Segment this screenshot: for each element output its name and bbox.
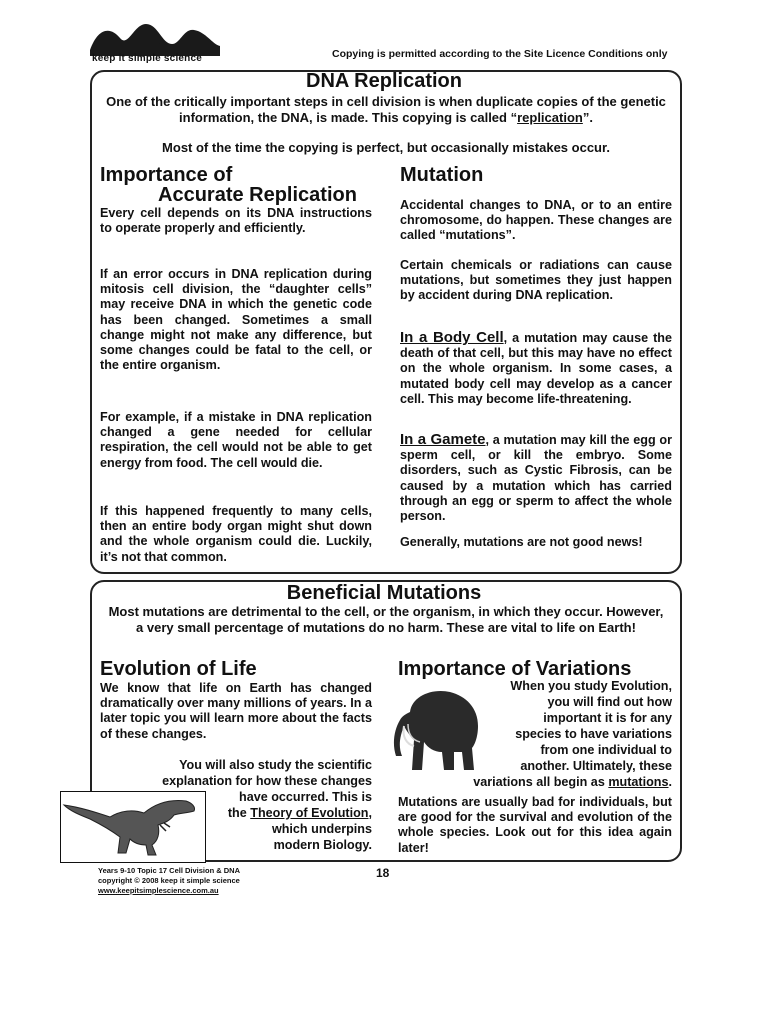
footer-topic: Years 9-10 Topic 17 Cell Division & DNA: [98, 866, 240, 875]
importance-heading-1: Importance of: [100, 164, 233, 186]
importance-paragraph-3: For example, if a mistake in DNA replication changed a gene needed for cellular respiration, the cell would not be able to get energy from food. The cell would die.: [100, 410, 372, 470]
gamete-label: In a Gamete: [400, 431, 486, 448]
footer: [98, 866, 240, 896]
variations-heading: Importance of Variations: [398, 658, 632, 680]
variations-line-1: When you study Evolution,: [510, 679, 672, 693]
evolution-line-5: which underpins: [271, 822, 372, 836]
body-cell-label: In a Body Cell: [400, 329, 504, 346]
beneficial-intro: Most mutations are detrimental to the cell, or the organism, in which they occur. However, a very small percentage of mutations do no harm. These are vital to life on Earth!: [108, 604, 664, 635]
variations-paragraph-2: Mutations are usually bad for individuals, but are good for the survival and evolution of the whole species. Look out for this idea again later!: [398, 795, 672, 855]
dinosaur-image: [60, 791, 206, 863]
replication-intro: One of the critically important steps in cell division is when duplicate copies of the genetic information, the DNA, is made. This copying is called “replication”.: [106, 94, 666, 125]
evolution-line-3: have occurred. This is: [239, 790, 372, 804]
importance-paragraph-2: If an error occurs in DNA replication during mitosis cell division, the “daughter cells” may receive DNA in which the genetic code has been changed. Sometimes a small change might not make any difference, but some changes could be fatal to the cell, or the entire organism.: [100, 267, 372, 373]
beneficial-title: Beneficial Mutations: [286, 582, 482, 604]
replication-note: Most of the time the copying is perfect, but occasionally mistakes occur.: [162, 140, 610, 155]
evolution-line-4: the Theory of Evolution,: [227, 806, 372, 820]
footer-copyright: copyright © 2008 keep it simple science: [98, 876, 240, 885]
variations-line-7: variations all begin as mutations.: [473, 775, 672, 789]
mammoth-image: [392, 686, 484, 774]
importance-paragraph-1: Every cell depends on its DNA instructions to operate properly and efficiently.: [100, 206, 372, 236]
mutation-paragraph-5: Generally, mutations are not good news!: [400, 535, 643, 549]
logo-text: keep it simple science: [92, 53, 203, 64]
page-title: DNA Replication: [306, 70, 462, 92]
evolution-line-1: You will also study the scientific: [179, 758, 372, 772]
mutation-paragraph-2: Certain chemicals or radiations can cause mutations, but sometimes they just happen by accident during DNA replication.: [400, 258, 672, 303]
variations-line-2: you will find out how: [547, 695, 672, 709]
importance-heading-2: Accurate Replication: [158, 184, 357, 206]
evolution-line-2: explanation for how these changes: [162, 774, 372, 788]
mutation-paragraph-1: Accidental changes to DNA, or to an entire chromosome, do happen. These changes are called “mutations”.: [400, 198, 672, 243]
evolution-paragraph-1: We know that life on Earth has changed dramatically over many millions of years. In a later topic you will learn more about the facts of these changes.: [100, 681, 372, 741]
mutation-heading: Mutation: [400, 164, 484, 186]
copyright-note: Copying is permitted according to the Site Licence Conditions only: [332, 48, 668, 60]
importance-paragraph-4: If this happened frequently to many cells, then an entire body organ might shut down and the whole organism could die. Luckily, it’s not that common.: [100, 504, 372, 564]
logo-wave-icon: [88, 20, 223, 56]
evolution-heading: Evolution of Life: [100, 658, 257, 680]
evolution-line-6: modern Biology.: [273, 838, 372, 852]
footer-website-link[interactable]: www.keepitsimplescience.com.au: [98, 886, 219, 895]
variations-line-4: species to have variations: [515, 727, 672, 741]
variations-line-5: from one individual to: [540, 743, 672, 757]
mutation-body-cell: In a Body Cell, a mutation may cause the death of that cell, but this may have no effect on the whole organism. In some cases, a mutated body cell may develop as a cancer cell. This may become life-threatening.: [400, 329, 672, 406]
variations-line-6: another. Ultimately, these: [520, 759, 672, 773]
page-number: 18: [376, 866, 390, 880]
mutation-gamete: In a Gamete, a mutation may kill the egg or sperm cell, or kill the embryo. Some disorders, such as Cystic Fibrosis, can be caused by a mutation which has carried through an egg or sperm to affect the whole person.: [400, 431, 672, 524]
variations-line-3: important it is for any: [543, 711, 672, 725]
